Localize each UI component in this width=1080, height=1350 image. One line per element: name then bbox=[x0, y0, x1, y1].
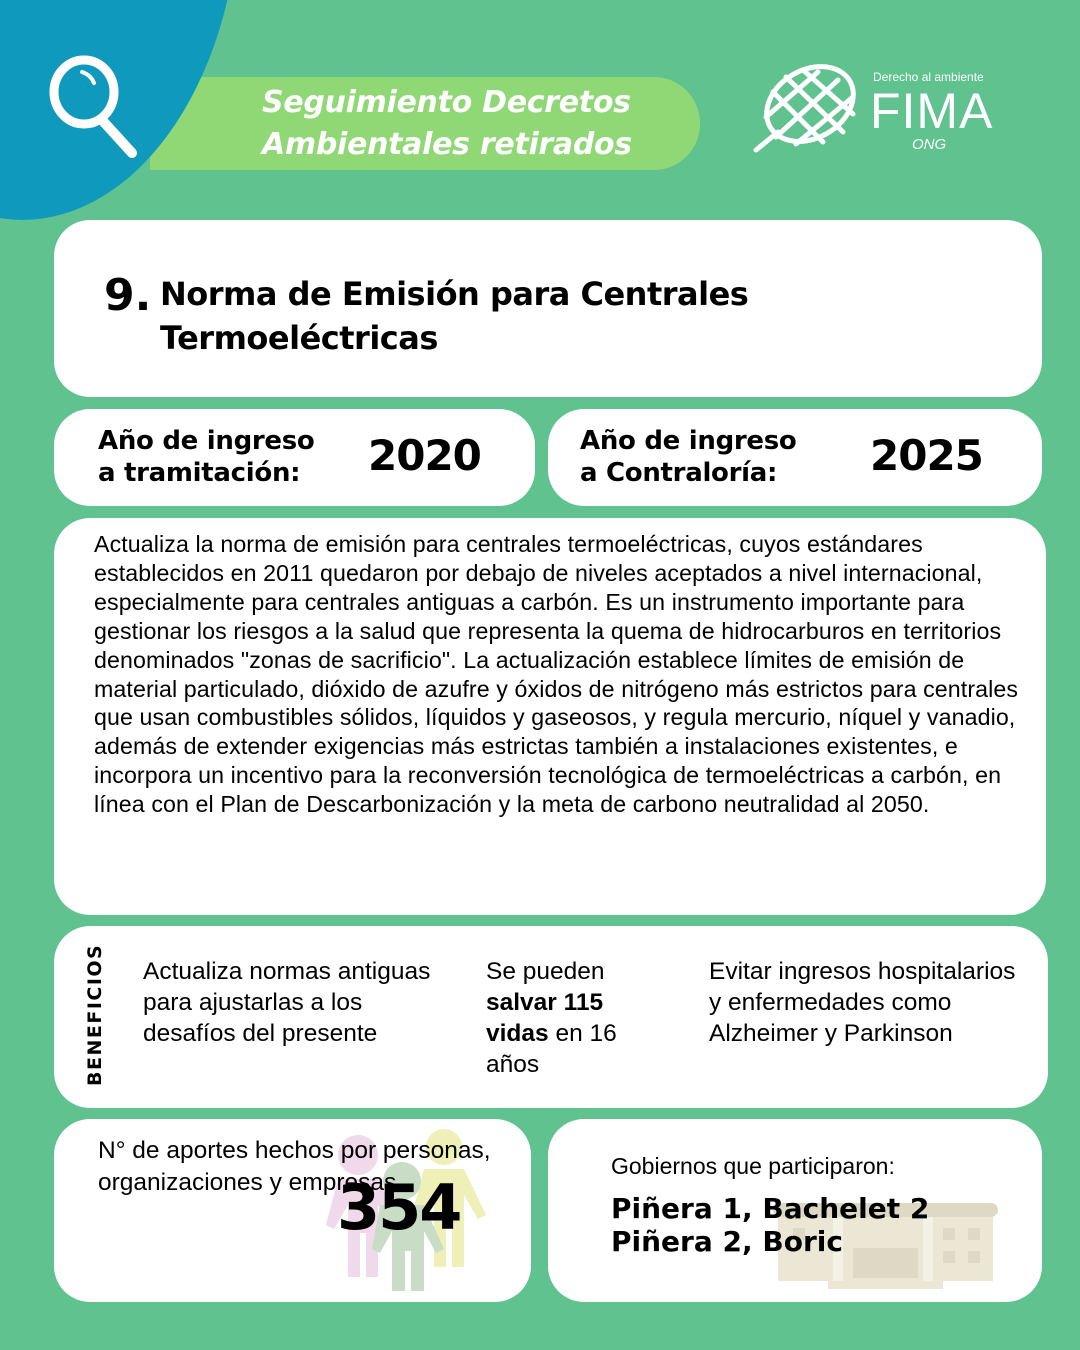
logo-tagline: Derecho al ambiente bbox=[873, 70, 984, 84]
year-tramitacion-label: Año de ingreso a tramitación: bbox=[98, 426, 315, 488]
logo-subtitle: ONG bbox=[912, 136, 947, 153]
benefits-card bbox=[54, 926, 1048, 1108]
magnifier-icon bbox=[44, 50, 144, 160]
description-card bbox=[54, 518, 1046, 915]
year-contraloria-label: Año de ingreso a Contraloría: bbox=[580, 426, 797, 488]
year-tramitacion-value: 2020 bbox=[368, 431, 481, 480]
year-contraloria-value: 2025 bbox=[870, 431, 983, 480]
benefits-label: BENEFICIOS bbox=[84, 943, 106, 1086]
benefit-item: Actualiza normas antiguas para ajustarlas a los desafíos del presente bbox=[143, 958, 431, 1047]
aportes-card bbox=[54, 1119, 531, 1302]
logo-name: FIMA bbox=[870, 83, 994, 139]
gobiernos-list: Piñera 1, Bachelet 2 Piñera 2, Boric bbox=[611, 1192, 930, 1258]
gobiernos-card bbox=[548, 1119, 1042, 1302]
year-tramitacion-card bbox=[54, 409, 535, 506]
description-text: Actualiza la norma de emisión para centrales termoeléctricas, cuyos estándares establecidos en 2011 quedaron por debajo de niveles aceptados a nivel internacional, especialmente para centrales antiguas a carbón. Es un instrumento importante para gestionar los riesgos a la salud que representa la quema de hidrocarburos en territorios denominados "zonas de sacrificio". La actualización establece límites de emisión de material particulado, dióxido de azufre y óxidos de nitrógeno más estrictos para centrales que usan combustibles sólidos, líquidos y gaseosos, y regula mercurio, níquel y vanadio, además de extender exigencias más estrictas también a instalaciones existentes, e incorpora un incentivo para la reconversión tecnológica de termoeléctricas a carbón, en línea con el Plan de Descarbonización y la meta de carbono neutralidad al 2050. bbox=[94, 531, 1019, 818]
decree-number: 9. bbox=[104, 270, 152, 321]
aportes-count: 354 bbox=[337, 1171, 461, 1244]
header-title: Seguimiento Decretos Ambientales retirados bbox=[262, 85, 632, 162]
fima-logo-icon bbox=[748, 62, 863, 157]
aportes-label: N° de aportes hechos por personas, organizaciones y empresas bbox=[98, 1137, 491, 1196]
decree-title: Norma de Emisión para Centrales Termoeléctricas bbox=[160, 275, 749, 357]
benefit-item: Se pueden salvar 115 vidas en 16 años bbox=[486, 958, 617, 1078]
year-contraloria-card bbox=[548, 409, 1042, 506]
decree-title-card bbox=[54, 220, 1042, 397]
benefit-item: Evitar ingresos hospitalarios y enfermedades como Alzheimer y Parkinson bbox=[709, 958, 1016, 1047]
gobiernos-label: Gobiernos que participaron: bbox=[611, 1153, 895, 1179]
